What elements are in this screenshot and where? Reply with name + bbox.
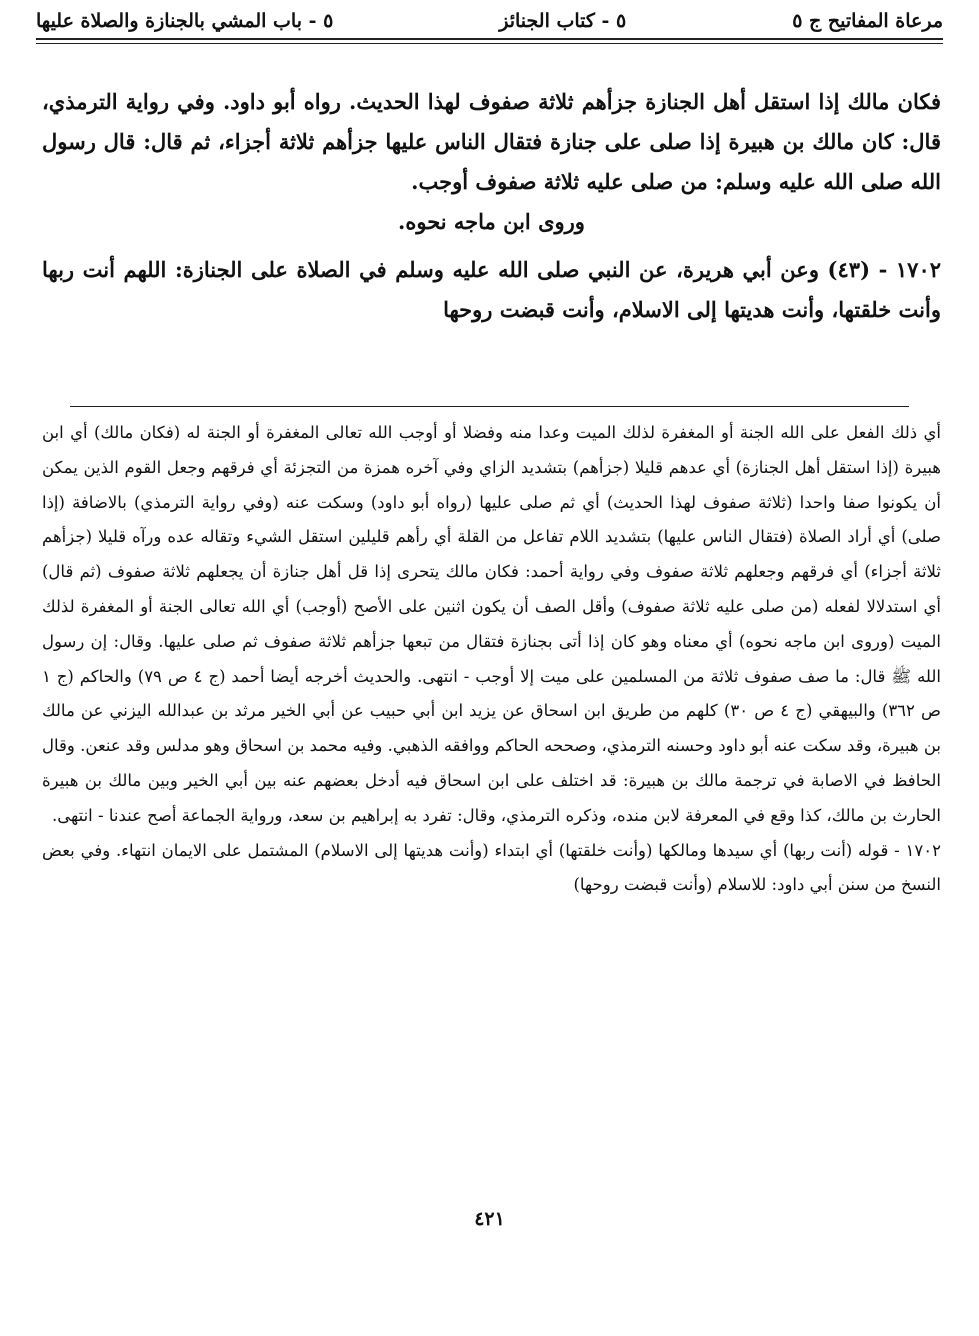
header-rule [36, 38, 943, 40]
hadith-paragraph: وروى ابن ماجه نحوه. [398, 209, 585, 234]
hadith-paragraph: ١٧٠٢ - (٤٣) وعن أبي هريرة، عن النبي صلى الله عليه وسلم في الصلاة على الجنازة: اللهم أنت ربها وأنت خلقتها، وأنت هديتها إلى الاسلام، وأنت قبضت روحها [42, 257, 942, 322]
header-section: ٥ - باب المشي بالجنازة والصلاة عليها [36, 10, 334, 32]
commentary-paragraph: أي ذلك الفعل على الله الجنة أو المغفرة لذلك الميت وعدا منه وفضلا أو أوجب الله تعالى المغفرة أو الجنة له (فكان مالك) أي ابن هبيرة (إذا استقل أهل الجنازة) أي عدهم قليلا (جزأهم) بتشديد الزاي وفي آخره همزة من التجزئة أي فرقهم وجعل القوم الذين يمكن أن يكونوا صفا واحدا (ثلاثة صفوف لهذا الحديث) أي ثم صلى عليها (رواه أبو داود) وسكت عنه (وفي رواية الترمذي) بالاضافة (إذا صلى) أي أراد الصلاة (فتقال الناس عليها) بتشديد اللام تفاعل من القلة أي رأهم قليلين استقل الشيء وتقاله عده ورآه قليلا (جزأهم ثلاثة أجزاء) أي فرقهم وجعلهم ثلاثة صفوف وفي رواية أحمد: فكان مالك يتحرى إذا قل أهل جنازة أن يجعلهم ثلاثة صفوف (ثم قال) أي استدلالا لفعله (من صلى عليه ثلاثة صفوف) وأقل الصف أن يكون اثنين على الأصح (أوجب) أي الله تعالى الجنة أو المغفرة لذلك الميت (وروى ابن ماجه نحوه) أي معناه وهو كان إذا أتى بجنازة فتقال من تبعها جزأهم ثلاثة صفوف ثم صلى عليها. وقال: إن رسول الله ﷺ قال: ما صف صفوف ثلاثة من المسلمين على ميت إلا أوجب - انتهى. والحديث أخرجه أيضا أحمد (ج ٤ ص ٧٩) والحاكم (ج ١ ص ٣٦٢) والبيهقي (ج ٤ ص ٣٠) كلهم من طريق ابن اسحاق عن يزيد ابن أبي حبيب عن أبي الخير مرثد بن عبدالله اليزني عن مالك بن هبيرة، وقد سكت عنه أبو داود وحسنه الترمذي، وصححه الحاكم ووافقه الذهبي. وفيه محمد بن اسحاق وهو مدلس وقد عنعن. وقال الحافظ في الاصابة في ترجمة مالك بن هبيرة: قد اختلف على ابن اسحاق فيه أدخل بعضهم عنه بين أبي الخير وبين مالك بن هبيرة الحارث بن مالك، كذا وقع في المعرفة لابن منده، وذكره الترمذي، وقال: تفرد به إبراهيم بن سعد، ورواية الجماعة أصح عندنا - انتهى. [42, 423, 941, 825]
hadith-paragraph: فكان مالك إذا استقل أهل الجنازة جزأهم ثلاثة صفوف لهذا الحديث. رواه أبو داود. وفي رواية الترمذي، قال: كان مالك بن هبيرة إذا صلى على جنازة فتقال الناس عليها جزأهم ثلاثة أجزاء، ثم قال: قال رسول الله صلى الله عليه وسلم: من صلى عليه ثلاثة صفوف أوجب. [42, 89, 941, 194]
page-number: ٤٢١ [474, 1208, 505, 1230]
commentary-paragraph: ١٧٠٢ - قوله (أنت ربها) أي سيدها ومالكها (وأنت خلقتها) أي ابتداء (وأنت هديتها إلى الاسلام) المشتمل على الايمان انتهاء. وفي بعض النسخ من سنن أبي داود: للاسلام (وأنت قبضت روحها) [42, 840, 941, 895]
running-header [36, 6, 943, 36]
header-chapter: ٥ - كتاب الجنائز [499, 10, 627, 32]
hadith-text [42, 82, 941, 330]
commentary-text [42, 416, 941, 903]
section-divider [70, 406, 909, 407]
header-rule-secondary [36, 43, 943, 44]
header-book-title: مرعاة المفاتيح ج ٥ [792, 10, 943, 32]
